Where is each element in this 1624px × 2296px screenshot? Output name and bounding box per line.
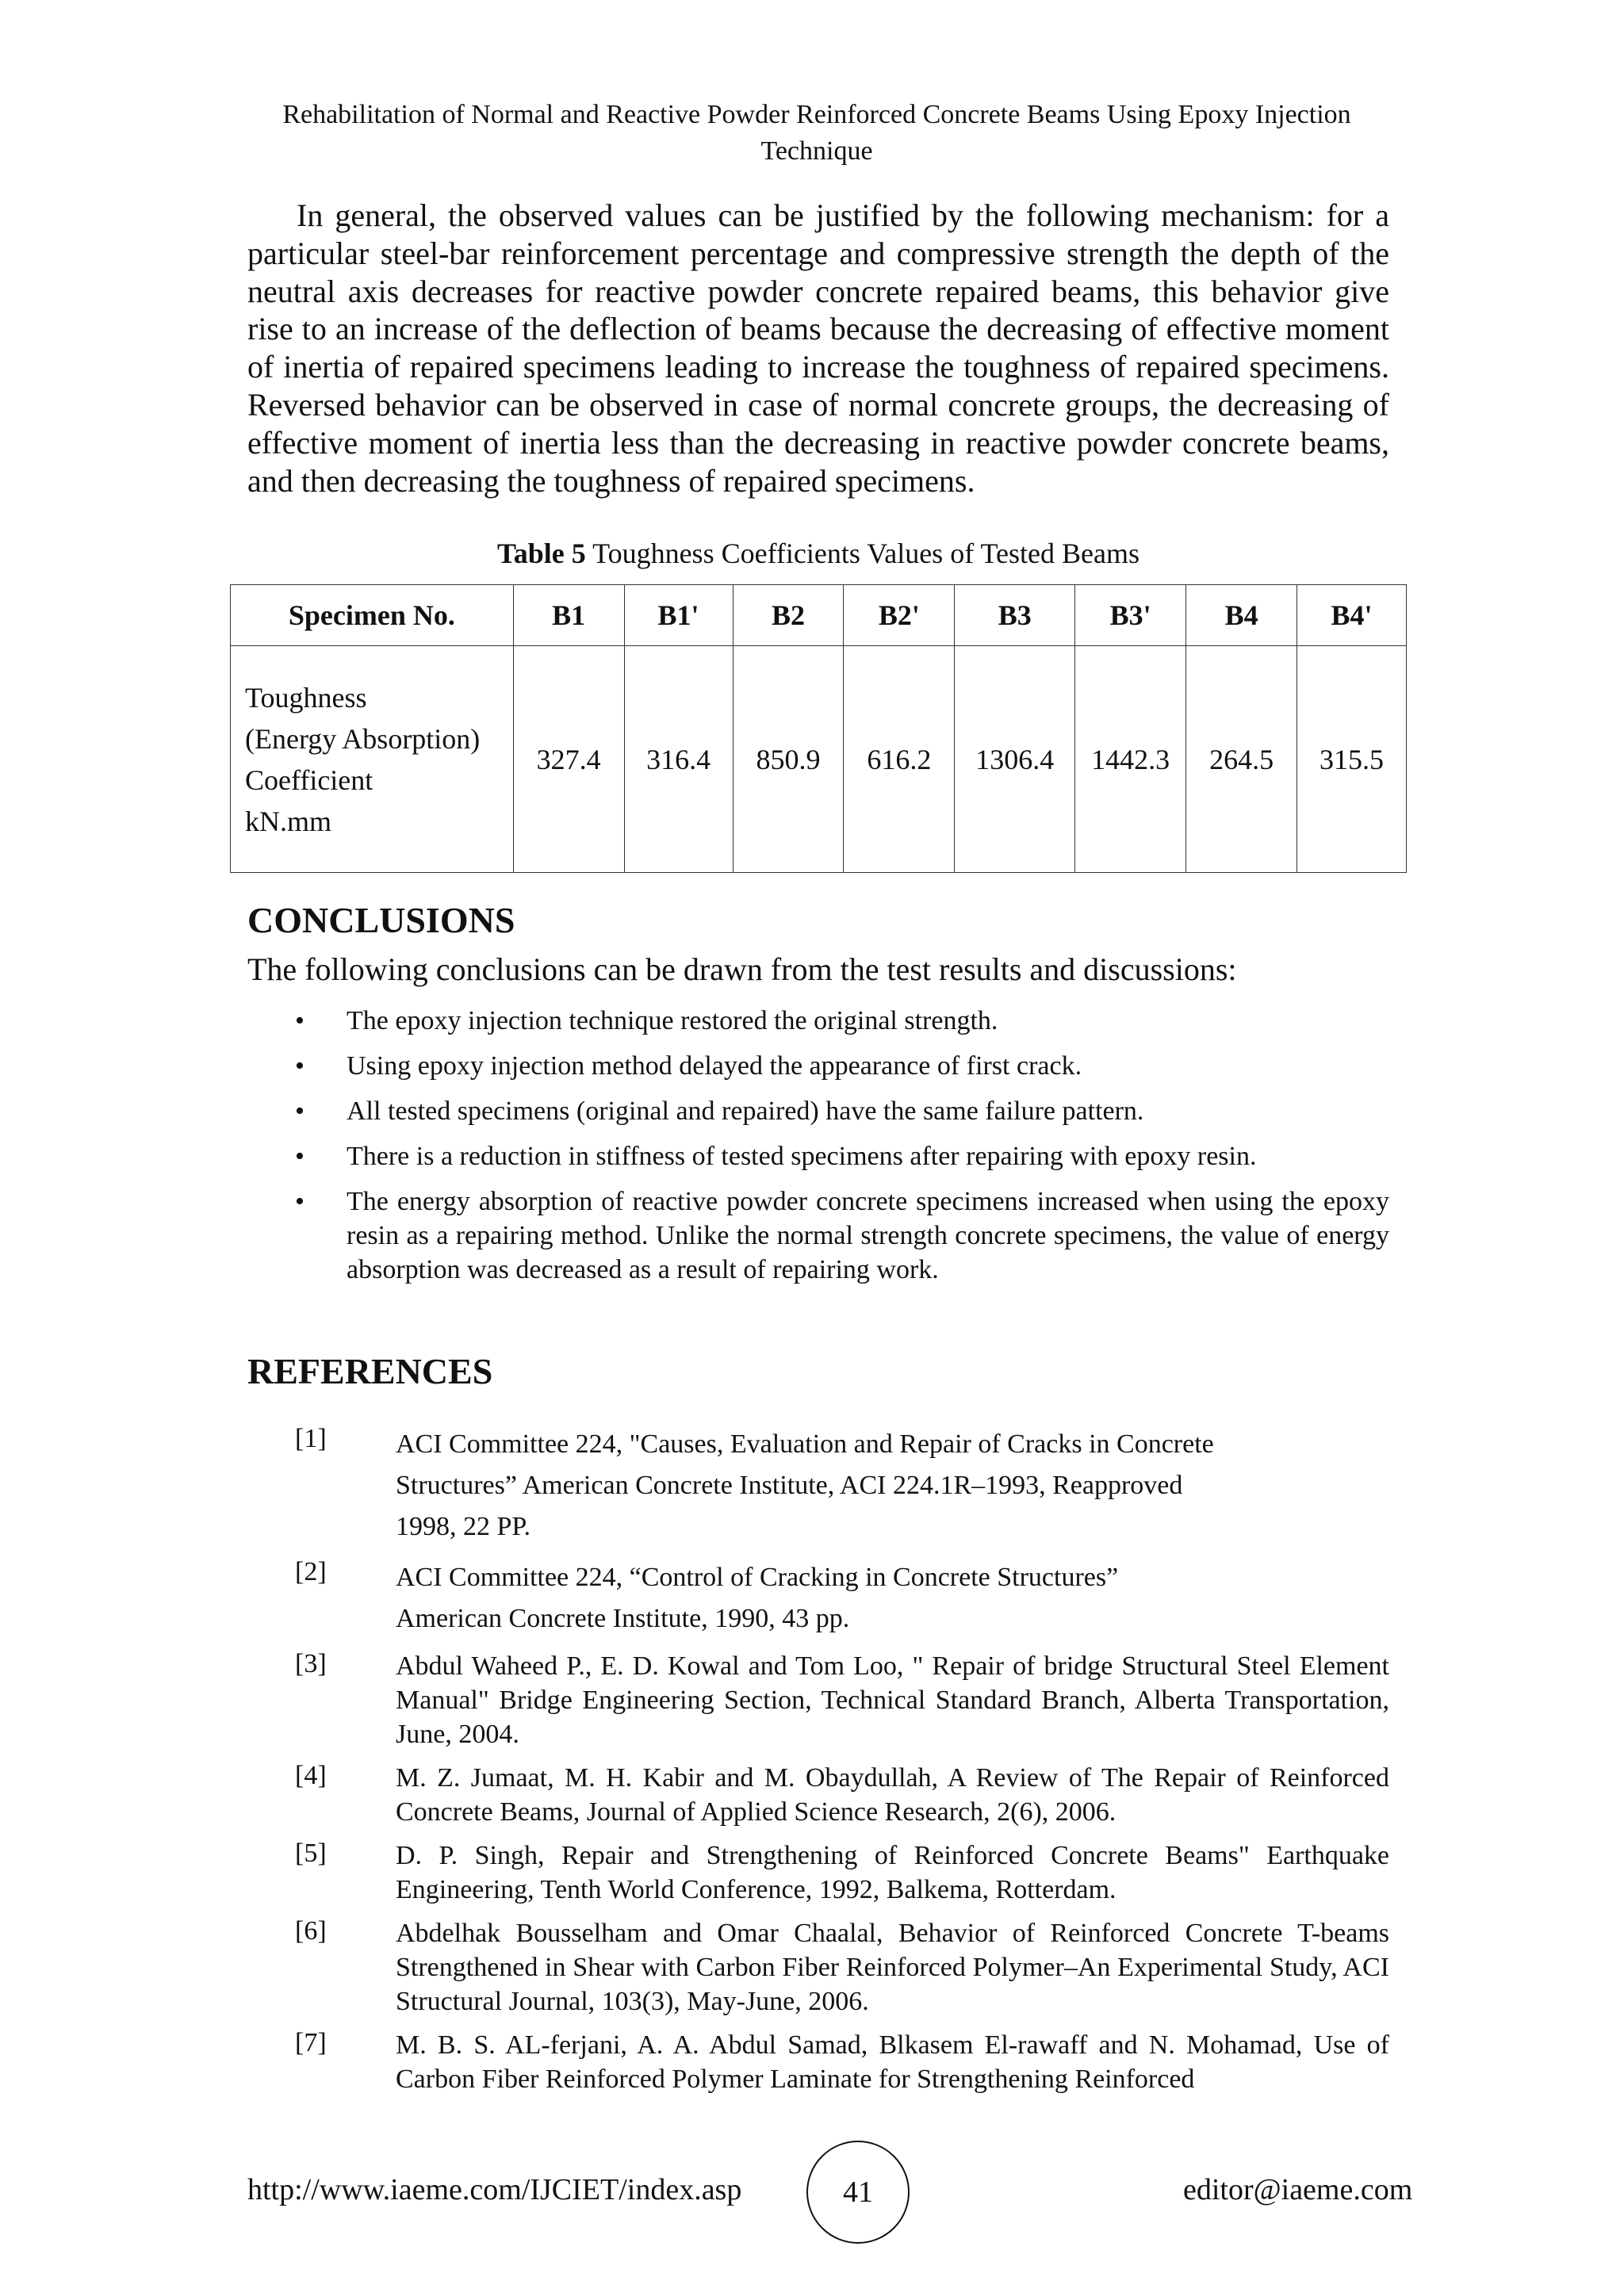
row-label-line: Coefficient (245, 763, 373, 796)
table-row-label (231, 646, 514, 873)
reference-item (247, 1557, 1389, 1640)
reference-text: ACI Committee 224, “Control of Cracking in Concrete Structures” American Concrete Institute, 1990, 43 pp. (396, 1563, 1119, 1633)
reference-text: Abdul Waheed P., E. D. Kowal and Tom Loo, " Repair of bridge Structural Steel Element Manual" Bridge Engineering Section, Technical Standard Branch, Alberta Transportation, June, 2004. (396, 1651, 1389, 1749)
table-cell: 616.2 (844, 646, 955, 873)
table-header-cell: B3 (955, 585, 1075, 646)
table-cell: 315.5 (1297, 646, 1407, 873)
reference-item (247, 2028, 1389, 2096)
bullet-icon: • (295, 1051, 304, 1081)
list-item-text: There is a reduction in stiffness of tested specimens after repairing with epoxy resin. (347, 1142, 1257, 1171)
conclusions-intro: The following conclusions can be drawn from the test results and discussions: (247, 951, 1237, 987)
table-header-cell: B2 (733, 585, 844, 646)
table-caption-label: Table 5 (497, 538, 586, 569)
reference-text: Abdelhak Bousselham and Omar Chaalal, Behavior of Reinforced Concrete T-beams Strengthened in Shear with Carbon Fiber Reinforced Polymer–An Experimental Study, ACI Structural Journal, 103(3), May-June, 2006. (396, 1919, 1389, 2016)
conclusions-heading: CONCLUSIONS (247, 900, 515, 940)
table-header-cell: B4 (1186, 585, 1297, 646)
list-item-text: The epoxy injection technique restored the original strength. (347, 1006, 998, 1035)
table-cell: 264.5 (1186, 646, 1297, 873)
reference-text: ACI Committee 224, "Causes, Evaluation and Repair of Cracks in Concrete Structures” American Concrete Institute, ACI 224.1R–1993, Reapproved 1998, 22 PP. (396, 1429, 1214, 1541)
reference-item (247, 1424, 1389, 1548)
reference-item (247, 1916, 1389, 2019)
table-header-cell: B4' (1297, 585, 1407, 646)
page-number-text: 41 (843, 2175, 873, 2209)
reference-item (247, 1649, 1389, 1751)
table-cell: 316.4 (624, 646, 733, 873)
table-header-cell: Specimen No. (231, 585, 514, 646)
table-caption-text: Toughness Coefficients Values of Tested Beams (585, 538, 1139, 569)
running-head: Rehabilitation of Normal and Reactive Powder Reinforced Concrete Beams Using Epoxy Injection Technique (282, 100, 1351, 166)
list-item (247, 1184, 1389, 1287)
row-label-line: kN.mm (245, 805, 332, 837)
list-item (247, 1139, 1389, 1173)
table-caption (247, 536, 1389, 571)
table-header-cell: B1 (513, 585, 624, 646)
references-heading: REFERENCES (247, 1351, 493, 1391)
row-label-line: Toughness (245, 681, 367, 714)
reference-number: [7] (295, 2028, 327, 2057)
reference-number: [6] (295, 1916, 327, 1946)
list-item-text: All tested specimens (original and repaired) have the same failure pattern. (347, 1096, 1144, 1126)
page-number (806, 2141, 910, 2244)
reference-text: M. B. S. AL-ferjani, A. A. Abdul Samad, Blkasem El-rawaff and N. Mohamad, Use of Carbon Fiber Reinforced Polymer Laminate for Strengthening Reinforced (396, 2030, 1389, 2094)
reference-number: [1] (295, 1424, 327, 1453)
table-header-row (231, 585, 1407, 646)
table-row (231, 646, 1407, 873)
bullet-icon: • (295, 1006, 304, 1035)
table-header-cell: B1' (624, 585, 733, 646)
reference-number: [5] (295, 1839, 327, 1868)
list-item (247, 1004, 1389, 1038)
table-header-cell: B3' (1075, 585, 1186, 646)
row-label-line: (Energy Absorption) (245, 722, 481, 755)
list-item (247, 1049, 1389, 1083)
bullet-icon: • (295, 1096, 304, 1126)
list-item (247, 1094, 1389, 1128)
table-cell: 1442.3 (1075, 646, 1186, 873)
body-paragraph: In general, the observed values can be justified by the following mechanism: for a particular steel-bar reinforcement percentage and compressive strength the depth of the neutral axis decreases for reactive powder concrete repaired beams, this behavior give rise to an increase of the deflection of beams because the decreasing of effective moment of inertia of repaired specimens leading to increase the toughness of repaired specimens. Reversed behavior can be observed in case of normal concrete groups, the decreasing of effective moment of inertia less than the decreasing in reactive powder concrete beams, and then decreasing the toughness of repaired specimens. (247, 197, 1389, 499)
table-cell: 327.4 (513, 646, 624, 873)
list-item-text: The energy absorption of reactive powder concrete specimens increased when using the epoxy resin as a repairing method. Unlike the normal strength concrete specimens, the value of energy absorption was decreased as a result of repairing work. (347, 1187, 1389, 1284)
reference-text: M. Z. Jumaat, M. H. Kabir and M. Obaydullah, A Review of The Repair of Reinforced Concrete Beams, Journal of Applied Science Research, 2(6), 2006. (396, 1763, 1389, 1827)
bullet-icon: • (295, 1187, 304, 1216)
reference-item (247, 1761, 1389, 1829)
references-list (247, 1424, 1389, 2106)
table-cell: 850.9 (733, 646, 844, 873)
bullet-icon: • (295, 1142, 304, 1171)
footer-email-link[interactable]: editor@iaeme.com (1183, 2173, 1413, 2206)
table-header-cell: B2' (844, 585, 955, 646)
reference-number: [2] (295, 1557, 327, 1586)
toughness-table (230, 584, 1407, 873)
table-cell: 1306.4 (955, 646, 1075, 873)
footer-url-link[interactable]: http://www.iaeme.com/IJCIET/index.asp (247, 2173, 742, 2206)
reference-text: D. P. Singh, Repair and Strengthening of Reinforced Concrete Beams" Earthquake Engineering, Tenth World Conference, 1992, Balkema, Rotterdam. (396, 1841, 1389, 1904)
reference-number: [4] (295, 1761, 327, 1790)
conclusions-list (247, 1004, 1389, 1298)
reference-item (247, 1839, 1389, 1907)
list-item-text: Using epoxy injection method delayed the appearance of first crack. (347, 1051, 1082, 1081)
reference-number: [3] (295, 1649, 327, 1678)
